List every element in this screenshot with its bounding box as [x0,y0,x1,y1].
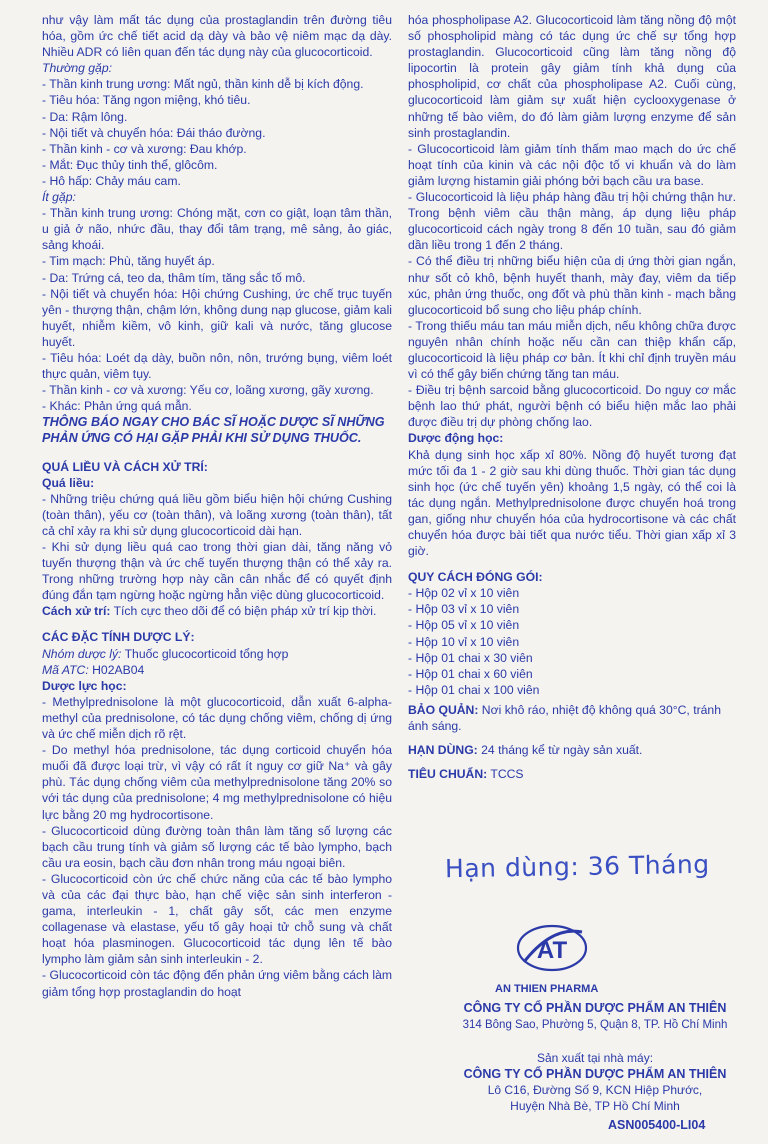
treatment-label: Cách xử trí: [42,604,111,619]
common-item: - Da: Rậm lông. [42,109,128,124]
mechanism-text: hóa phospholipase A2. Glucocorticoid làm tăng nồng độ một số phospholipid màng có tác dụng ức chế sự tổng hợp prostaglandin. Glucocorticoid cũng làm tăng nồng độ lipocortin là protein gây giảm tính khả dụng của phospholipid, cơ chất của phospholipase A2. Cuối cùng, glucocorticoid làm giảm sự xuất hiện cyclooxygenase ở những tế bào viêm, do đó làm giảm lượng enzyme để sản sinh prostaglandin. [408,13,736,140]
pharm-heading: CÁC ĐẶC TÍNH DƯỢC LÝ: [42,630,195,645]
common-item: - Thần kinh trung ương: Mất ngủ, thần kinh dễ bị kích động. [42,77,364,92]
pharm-group [42,646,392,662]
common-item: - Thần kinh - cơ và xương: Đau khớp. [42,141,247,156]
rare-item: - Khác: Phản ứng quá mẫn. [42,399,192,414]
standard-value: TCCS [487,767,524,782]
group-value: Thuốc glucocorticoid tổng hợp [121,646,289,661]
pack-item: - Hộp 01 chai x 30 viên [408,650,533,665]
common-item: - Nội tiết và chuyển hóa: Đái tháo đường. [42,125,266,140]
pk-heading: Dược động học: [408,431,504,446]
pack-item: - Hộp 01 chai x 60 viên [408,666,533,681]
pack-heading: QUY CÁCH ĐÓNG GÓI: [408,570,543,585]
pd-item: - Do methyl hóa prednisolone, tác dụng corticoid chuyển hóa muối đã được loại trừ, vì vậy có rất ít nguy cơ giữ Na⁺ và gây phù. Tác dụng chống viêm của methylprednisolone tăng 20% so với tác dụng của prednisolone; 4 mg methylprednisolone có hiệu lực bằng 20 mg hydrocortisone. [42,743,392,822]
standard-label: TIÊU CHUẨN: [408,767,488,782]
pd-item: - Methylprednisolone là một glucocorticoid, dẫn xuất 6-alpha-methyl của prednisolone, có tác dụng chống viêm, chống dị ứng và ức chế miễn dịch rõ rệt. [42,694,392,742]
mechanism-item: - Glucocorticoid là liệu pháp hàng đầu trị hội chứng thận hư. Trong bệnh viêm cầu thận màng, áp dụng liệu pháp glucocorticoid cách ngày trong 8 đến 10 tuần, sau đó giảm dần liều trong 1 đến 2 tháng. [408,190,736,253]
expiry-label: HẠN DÙNG: [408,743,478,758]
rare-item: - Nội tiết và chuyển hóa: Hội chứng Cushing, ức chế trục tuyến yên - thượng thận, chậm lớn, không dung nạp glucose, giảm kali huyết, nhiễm kiềm, vô kinh, giữ kali và nước, tăng glucose huyết. [42,286,392,349]
common-item: - Hô hấp: Chảy máu cam. [42,173,181,188]
storage-value: Nơi khô ráo, nhiệt độ không quá 30°C, tránh ánh sáng. [408,702,721,734]
mechanism-item: - Trong thiếu máu tan máu miễn dịch, nếu không chữa được nguyên nhân chính hoặc nếu cần can thiệp khẩn cấp, glucocorticoid là liệu pháp cơ bản. Ít khi chỉ định truyền máu vì có thể gây biến chứng tăng tan máu. [408,318,736,382]
document-code: ASN005400-LI04 [608,1118,706,1132]
mechanism-item: - Có thể điều trị những biểu hiện của dị ứng thời gian ngắn, như sốt cỏ khô, bệnh huyết thanh, mày đay, viêm da tiếp xúc, phản ứng thuốc, ong đốt và phù thần kinh - mạch bằng glucocorticoid bổ sung cho liệu pháp chính. [408,254,736,317]
intro-text: như vậy làm mất tác dụng của prostaglandin trên đường tiêu hóa, gồm ức chế tiết acid dạ dày và bảo vệ niêm mạc dạ dày. Nhiều ADR có liên quan đến tác dụng này của glucocorticoid. [42,13,392,60]
company-address: 314 Bông Sao, Phường 5, Quận 8, TP. Hồ Chí Minh [462,1019,728,1031]
pack-item: - Hộp 02 vỉ x 10 viên [408,586,520,601]
an-thien-logo-icon [512,918,592,980]
left-column [42,12,392,1000]
pd-item: - Glucocorticoid dùng đường toàn thân làm tăng số lượng các bạch cầu trung tính và giảm số lượng các tế bào lympho, bạch cầu ưa eosin, bạch cầu đơn nhân trong máu ngoại biên. [42,823,392,870]
pack-item: - Hộp 10 vỉ x 10 viên [408,634,520,649]
common-item: - Mắt: Đục thủy tinh thể, glôcôm. [42,157,218,172]
factory-label: Sản xuất tại nhà máy: [536,1051,654,1065]
standard-text [408,766,736,782]
rare-item: - Tiêu hóa: Loét dạ dày, buồn nôn, nôn, trướng bụng, viêm loét thực quản, viêm tụy. [42,350,392,382]
factory-address-line: Lô C16, Đường Số 9, KCN Hiệp Phước, [487,1083,703,1097]
expiry-value: 24 tháng kể từ ngày sản xuất. [477,743,643,758]
treatment-text [42,603,392,619]
mechanism-item: - Glucocorticoid làm giảm tính thấm mao mạch do ức chế hoạt tính của kinin và các nội độc tố vi khuẩn và do làm giảm lượng histamin giải phóng bởi bạch cầu ưa base. [408,141,736,188]
right-column [408,12,736,782]
common-heading: Thường gặp: [42,61,112,76]
pd-item: - Glucocorticoid còn tác động đến phản ứng viêm bằng cách làm giảm tổng hợp prostaglandin do hoạt [42,968,392,999]
warning-text: THÔNG BÁO NGAY CHO BÁC SĨ HOẶC DƯỢC SĨ NHỮNG PHẢN ỨNG CÓ HẠI GẶP PHẢI KHI SỬ DỤNG THUỐC. [42,415,385,446]
pd-heading: Dược lực học: [42,678,127,693]
pd-item: - Glucocorticoid còn ức chế chức năng của các tế bào lympho và của các đại thực bào, hạn chế việc sản sinh interferon - gama, interleukin - 1, chất gây sốt, các men enzyme collagenase và elastase, yếu tố gây hoại tử chỗ sung và chất hoạt hóa plasminogen. Glucocorticoid tác dụng lên tế bào lympho làm giảm sản sinh interleukin - 2. [42,871,392,967]
atc-value: H02AB04 [88,662,145,677]
rare-item: - Thần kinh - cơ và xương: Yếu cơ, loãng xương, gãy xương. [42,383,374,398]
treatment-value: Tích cực theo dõi để có biện pháp xử trí kịp thời. [110,604,377,619]
atc-label: Mã ATC: [42,662,89,677]
rare-heading: Ít gặp: [42,190,76,205]
storage-label: BẢO QUẢN: [408,702,479,717]
pack-item: - Hộp 03 vỉ x 10 viên [408,602,520,617]
logo-text: AT [536,937,568,964]
overdose-item: - Khi sử dụng liều quá cao trong thời gian dài, tăng năng vỏ tuyến thượng thận và ức chế tuyến thượng thận có thể xảy ra. Trong những trường hợp này cần cân nhắc để có quyết định đúng đắn tạm ngừng hoặc ngừng hẳn việc dùng glucocorticoid. [42,540,392,603]
rare-item: - Tim mạch: Phù, tăng huyết áp. [42,254,215,269]
rare-item: - Da: Trứng cá, teo da, thâm tím, tăng sắc tố mô. [42,270,306,285]
pk-text: Khả dụng sinh học xấp xỉ 80%. Nồng độ huyết tương đạt mức tối đa 1 - 2 giờ sau khi dùng thuốc. Thời gian tác dụng sinh học (ức chế tuyến yên) khoảng 1,5 ngày, có thể coi là tác dụng ngắn. Methylprednisolone được chuyển hoá trong gan, giống như chuyển hóa của hydrocortisone và các chất chuyển hóa được bài tiết qua nước tiểu. Thời gian xấp xỉ 3 giờ. [408,447,736,559]
overdose-heading: QUÁ LIỀU VÀ CÁCH XỬ TRÍ: [42,459,208,474]
factory-address-line: Huyện Nhà Bè, TP Hồ Chí Minh [510,1099,680,1113]
storage-text [408,702,736,734]
rare-item: - Thần kinh trung ương: Chóng mặt, cơn co giật, loạn tâm thần, u giả ở não, nhức đầu, thay đổi tâm trạng, mê sảng, ảo giác, sảng khoái. [42,206,392,253]
factory-company: CÔNG TY CỔ PHẦN DƯỢC PHẨM AN THIÊN [463,1067,727,1081]
brand-name: AN THIEN PHARMA [495,983,599,995]
group-label: Nhóm dược lý: [42,646,122,661]
overdose-subheading: Quá liều: [42,475,95,490]
company-name: CÔNG TY CỔ PHẦN DƯỢC PHẨM AN THIÊN [463,1001,727,1015]
mechanism-item: - Điều trị bệnh sarcoid bằng glucocorticoid. Do nguy cơ mắc bệnh lao thứ phát, người bệnh có biểu hiện mắc lao phải được điều trị dự phòng chống lao. [408,383,736,430]
atc-code [42,662,392,678]
factory-block [430,1050,760,1114]
expiry-stamp: Hạn dùng: 36 Tháng [444,849,710,884]
common-item: - Tiêu hóa: Tăng ngon miệng, khó tiêu. [42,93,251,108]
overdose-item: - Những triệu chứng quá liều gồm biểu hiện hội chứng Cushing (toàn thân), yếu cơ (toàn thân), và loãng xương (toàn thân), tất cả chỉ xảy ra khi sử dụng glucocorticoid dài hạn. [42,491,392,538]
pack-item: - Hộp 05 vỉ x 10 viên [408,618,520,633]
pack-item: - Hộp 01 chai x 100 viên [408,682,540,697]
expiry-text [408,742,736,758]
